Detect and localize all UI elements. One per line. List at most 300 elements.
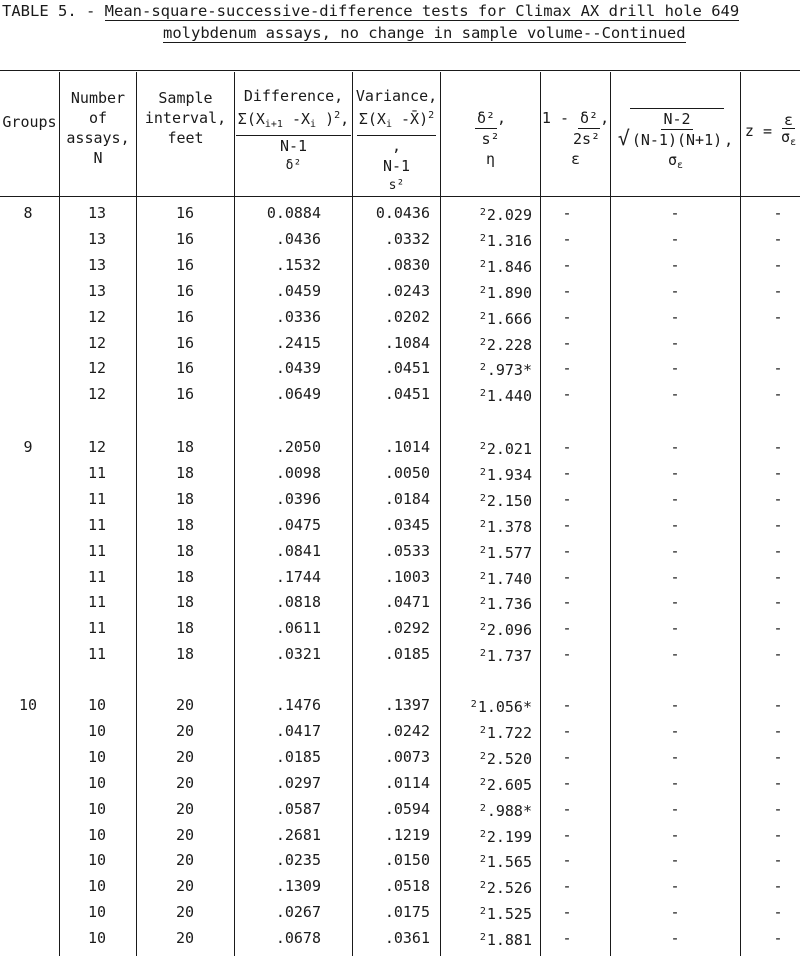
header-var-title: Variance, xyxy=(355,87,438,105)
sigma-numerator: N-2 xyxy=(663,110,691,128)
cell-variance: .0830 xyxy=(384,256,430,274)
cell-assays: 12 xyxy=(87,334,107,352)
cell-interval: 16 xyxy=(175,282,195,300)
cell-eta xyxy=(452,463,532,485)
cell-difference: .0678 xyxy=(275,929,321,947)
cell-variance: .0345 xyxy=(384,516,430,534)
footnote-marker: 2 xyxy=(479,725,486,736)
cell-eta xyxy=(452,255,532,277)
cell-sigma: - xyxy=(670,903,680,921)
cell-assays: 10 xyxy=(87,722,107,740)
cell-eta xyxy=(452,203,532,225)
cell-z: - xyxy=(773,542,783,560)
header-bottom-rule xyxy=(0,196,800,197)
cell-difference: .0297 xyxy=(275,774,321,792)
footnote-marker: 2 xyxy=(479,362,486,373)
cell-z: - xyxy=(773,645,783,663)
cell-z: - xyxy=(773,308,783,326)
eta-value: 1.934 xyxy=(486,466,532,484)
cell-difference: .0267 xyxy=(275,903,321,921)
cell-eta xyxy=(452,773,532,795)
cell-sigma: - xyxy=(670,542,680,560)
cell-sigma: - xyxy=(670,256,680,274)
cell-epsilon: - xyxy=(562,204,572,222)
cell-epsilon: - xyxy=(562,516,572,534)
header-n-line: assays, xyxy=(66,129,130,147)
cell-difference: .0611 xyxy=(275,619,321,637)
cell-epsilon: - xyxy=(562,826,572,844)
header-n-line: Number xyxy=(70,89,126,107)
cell-assays: 10 xyxy=(87,929,107,947)
col-separator xyxy=(136,72,137,956)
cell-variance: .0292 xyxy=(384,619,430,637)
cell-epsilon: - xyxy=(562,800,572,818)
footnote-marker: 2 xyxy=(479,803,486,814)
title-line-2 xyxy=(163,24,686,42)
eta-value: 1.577 xyxy=(486,544,532,562)
footnote-marker: 2 xyxy=(479,932,486,943)
cell-z: - xyxy=(773,826,783,844)
cell-epsilon: - xyxy=(562,645,572,663)
cell-sigma: - xyxy=(670,929,680,947)
cell-z: - xyxy=(773,256,783,274)
cell-assays: 10 xyxy=(87,696,107,714)
cell-assays: 10 xyxy=(87,851,107,869)
eta-value: 1.056* xyxy=(477,698,532,716)
cell-difference: .0587 xyxy=(275,800,321,818)
cell-assays: 11 xyxy=(87,464,107,482)
header-z: z = ε $\sigma_\varepsilon$ xyxy=(744,111,797,148)
cell-z: - xyxy=(773,696,783,714)
cell-variance: .0185 xyxy=(384,645,430,663)
cell-assays: 11 xyxy=(87,619,107,637)
cell-eta xyxy=(452,721,532,743)
cell-eta xyxy=(452,358,532,380)
cell-difference: .1309 xyxy=(275,877,321,895)
cell-interval: 20 xyxy=(175,696,195,714)
cell-sigma: - xyxy=(670,851,680,869)
cell-z: - xyxy=(773,204,783,222)
cell-difference: .0459 xyxy=(275,282,321,300)
header-interval-line: interval, xyxy=(144,109,227,127)
cell-epsilon: - xyxy=(562,438,572,456)
cell-difference: .0818 xyxy=(275,593,321,611)
footnote-marker: 2 xyxy=(479,751,486,762)
header-difference xyxy=(235,86,352,176)
eta-value: .973* xyxy=(486,361,532,379)
cell-interval: 18 xyxy=(175,490,195,508)
cell-difference: .0321 xyxy=(275,645,321,663)
cell-epsilon: - xyxy=(562,308,572,326)
eps-denominator: 2s² xyxy=(572,130,601,148)
cell-interval: 20 xyxy=(175,903,195,921)
cell-interval: 16 xyxy=(175,334,195,352)
eta-value: .988* xyxy=(486,802,532,820)
footnote-marker: 2 xyxy=(479,571,486,582)
cell-sigma: - xyxy=(670,334,680,352)
footnote-marker: 2 xyxy=(479,388,486,399)
cell-epsilon: - xyxy=(562,542,572,560)
cell-sigma: - xyxy=(670,722,680,740)
cell-difference: .1532 xyxy=(275,256,321,274)
cell-eta xyxy=(452,281,532,303)
header-interval-line: feet xyxy=(167,129,204,147)
header-number-of-assays xyxy=(60,88,136,168)
cell-z: - xyxy=(773,230,783,248)
footnote-marker: 2 xyxy=(479,207,486,218)
header-var-numerator: $\Sigma(X_i$ -X̄)$^2$, xyxy=(353,106,440,156)
cell-variance: .1397 xyxy=(384,696,430,714)
cell-assays: 11 xyxy=(87,645,107,663)
header-n-line: of xyxy=(88,109,108,127)
cell-variance: .0202 xyxy=(384,308,430,326)
cell-z: - xyxy=(773,877,783,895)
header-top-rule xyxy=(0,70,800,71)
group-label: 9 xyxy=(23,438,33,456)
cell-eta xyxy=(452,618,532,640)
cell-variance: .1219 xyxy=(384,826,430,844)
cell-z: - xyxy=(773,800,783,818)
cell-assays: 13 xyxy=(87,282,107,300)
col-separator xyxy=(59,72,60,956)
cell-assays: 12 xyxy=(87,385,107,403)
cell-epsilon: - xyxy=(562,929,572,947)
z-numerator: ε xyxy=(784,111,794,129)
cell-eta xyxy=(452,695,532,717)
cell-epsilon: - xyxy=(562,619,572,637)
cell-z: - xyxy=(773,464,783,482)
cell-sigma: - xyxy=(670,568,680,586)
cell-sigma: - xyxy=(670,877,680,895)
eta-value: 1.736 xyxy=(486,595,532,613)
cell-eta xyxy=(452,307,532,329)
eta-value: 1.722 xyxy=(486,724,532,742)
cell-assays: 10 xyxy=(87,774,107,792)
cell-interval: 18 xyxy=(175,438,195,456)
cell-sigma: - xyxy=(670,438,680,456)
cell-z: - xyxy=(773,774,783,792)
cell-difference: .0336 xyxy=(275,308,321,326)
sigma-symbol: σ xyxy=(667,151,677,169)
eta-value: 2.228 xyxy=(486,336,532,354)
eta-value: 1.440 xyxy=(486,387,532,405)
cell-difference: .0436 xyxy=(275,230,321,248)
footnote-marker: 2 xyxy=(479,545,486,556)
header-epsilon: 1 - δ² , 2s² ε xyxy=(541,109,610,168)
footnote-marker: 2 xyxy=(479,596,486,607)
title-text-2: molybdenum assays, no change in sample volume--Continued xyxy=(163,24,686,42)
cell-interval: 16 xyxy=(175,385,195,403)
cell-variance: .0361 xyxy=(384,929,430,947)
cell-z: - xyxy=(773,722,783,740)
footnote-marker: 2 xyxy=(470,699,477,710)
group-label: 10 xyxy=(18,696,38,714)
cell-difference: .0841 xyxy=(275,542,321,560)
cell-assays: 10 xyxy=(87,826,107,844)
cell-variance: .0184 xyxy=(384,490,430,508)
cell-sigma: - xyxy=(670,593,680,611)
cell-variance: .0114 xyxy=(384,774,430,792)
cell-eta xyxy=(452,567,532,589)
header-diff-numerator: $\Sigma(X_{i+1}$ $-X_i$ )$^2$, xyxy=(235,106,352,136)
cell-difference: .0235 xyxy=(275,851,321,869)
title-text-1: Mean-square-successive-difference tests for Climax AX drill hole 649 xyxy=(104,2,740,20)
cell-eta xyxy=(452,437,532,459)
cell-sigma: - xyxy=(670,230,680,248)
cell-difference: .0098 xyxy=(275,464,321,482)
cell-epsilon: - xyxy=(562,748,572,766)
cell-z: - xyxy=(773,748,783,766)
header-interval-line: Sample xyxy=(158,89,213,107)
footnote-marker: 2 xyxy=(479,285,486,296)
cell-interval: 18 xyxy=(175,645,195,663)
cell-interval: 20 xyxy=(175,877,195,895)
cell-difference: .0185 xyxy=(275,748,321,766)
header-diff-symbol: δ² xyxy=(285,158,302,173)
cell-sigma: - xyxy=(670,359,680,377)
cell-variance: .0594 xyxy=(384,800,430,818)
cell-interval: 20 xyxy=(175,851,195,869)
cell-interval: 16 xyxy=(175,256,195,274)
eps-expr: 1 - xyxy=(541,109,569,127)
cell-epsilon: - xyxy=(562,256,572,274)
cell-z: - xyxy=(773,619,783,637)
cell-epsilon: - xyxy=(562,490,572,508)
cell-difference: .0475 xyxy=(275,516,321,534)
eta-value: 1.316 xyxy=(486,232,532,250)
eta-value: 1.881 xyxy=(486,931,532,949)
cell-difference: .0396 xyxy=(275,490,321,508)
eta-value: 1.666 xyxy=(486,310,532,328)
cell-z: - xyxy=(773,438,783,456)
cell-assays: 11 xyxy=(87,542,107,560)
cell-variance: .0050 xyxy=(384,464,430,482)
header-groups: Groups xyxy=(2,113,57,131)
cell-sigma: - xyxy=(670,282,680,300)
cell-difference: .2415 xyxy=(275,334,321,352)
cell-assays: 13 xyxy=(87,204,107,222)
cell-variance: .0150 xyxy=(384,851,430,869)
cell-eta xyxy=(452,592,532,614)
cell-variance: .0332 xyxy=(384,230,430,248)
eta-value: 2.021 xyxy=(486,440,532,458)
col-separator xyxy=(540,72,541,956)
cell-epsilon: - xyxy=(562,568,572,586)
header-n-line: N xyxy=(93,149,103,167)
cell-interval: 18 xyxy=(175,464,195,482)
cell-eta xyxy=(452,541,532,563)
cell-epsilon: - xyxy=(562,593,572,611)
footnote-marker: 2 xyxy=(479,854,486,865)
eta-value: 2.605 xyxy=(486,776,532,794)
z-expr: z = xyxy=(744,122,772,140)
diff-num-text: Σ(X xyxy=(237,110,265,128)
col-separator xyxy=(440,72,441,956)
cell-interval: 18 xyxy=(175,542,195,560)
cell-interval: 18 xyxy=(175,593,195,611)
cell-interval: 18 xyxy=(175,568,195,586)
eta-value: 2.526 xyxy=(486,879,532,897)
cell-assays: 12 xyxy=(87,438,107,456)
cell-variance: .0073 xyxy=(384,748,430,766)
cell-interval: 18 xyxy=(175,619,195,637)
cell-z: - xyxy=(773,568,783,586)
footnote-marker: 2 xyxy=(479,648,486,659)
cell-assays: 11 xyxy=(87,490,107,508)
footnote-marker: 2 xyxy=(479,467,486,478)
cell-eta xyxy=(452,850,532,872)
cell-assays: 11 xyxy=(87,516,107,534)
cell-assays: 10 xyxy=(87,903,107,921)
cell-variance: .1084 xyxy=(384,334,430,352)
header-diff-denominator: N-1 xyxy=(279,137,308,155)
cell-sigma: - xyxy=(670,204,680,222)
footnote-marker: 2 xyxy=(479,519,486,530)
cell-sigma: - xyxy=(670,490,680,508)
cell-interval: 20 xyxy=(175,800,195,818)
cell-epsilon: - xyxy=(562,385,572,403)
cell-interval: 20 xyxy=(175,929,195,947)
cell-variance: .0242 xyxy=(384,722,430,740)
cell-z: - xyxy=(773,851,783,869)
cell-eta xyxy=(452,747,532,769)
cell-difference: 0.0884 xyxy=(266,204,321,222)
cell-z: - xyxy=(773,359,783,377)
cell-z: - xyxy=(773,490,783,508)
cell-epsilon: - xyxy=(562,696,572,714)
title-line-1 xyxy=(2,2,739,20)
eta-value: 1.737 xyxy=(486,647,532,665)
cell-variance: .0518 xyxy=(384,877,430,895)
cell-interval: 18 xyxy=(175,516,195,534)
col-separator xyxy=(610,72,611,956)
cell-variance: .0175 xyxy=(384,903,430,921)
cell-sigma: - xyxy=(670,774,680,792)
cell-difference: .0649 xyxy=(275,385,321,403)
cell-assays: 10 xyxy=(87,800,107,818)
eta-value: 1.565 xyxy=(486,853,532,871)
cell-interval: 20 xyxy=(175,722,195,740)
footnote-marker: 2 xyxy=(479,880,486,891)
cell-sigma: - xyxy=(670,308,680,326)
cell-epsilon: - xyxy=(562,851,572,869)
cell-epsilon: - xyxy=(562,464,572,482)
cell-difference: .1476 xyxy=(275,696,321,714)
cell-z: - xyxy=(773,903,783,921)
cell-epsilon: - xyxy=(562,334,572,352)
footnote-marker: 2 xyxy=(479,829,486,840)
cell-eta xyxy=(452,384,532,406)
eta-value: 1.890 xyxy=(486,284,532,302)
footnote-marker: 2 xyxy=(479,441,486,452)
cell-z: - xyxy=(773,929,783,947)
cell-eta xyxy=(452,229,532,251)
eta-value: 2.199 xyxy=(486,828,532,846)
cell-epsilon: - xyxy=(562,722,572,740)
var-num-text: Σ(X xyxy=(358,110,386,128)
cell-z: - xyxy=(773,593,783,611)
footnote-marker: 2 xyxy=(479,337,486,348)
cell-variance: 0.0436 xyxy=(375,204,430,222)
cell-variance: .0533 xyxy=(384,542,430,560)
eta-value: 1.525 xyxy=(486,905,532,923)
eta-value: 1.378 xyxy=(486,518,532,536)
cell-epsilon: - xyxy=(562,877,572,895)
group-label: 8 xyxy=(23,204,33,222)
header-variance xyxy=(353,86,440,196)
cell-interval: 16 xyxy=(175,204,195,222)
cell-interval: 20 xyxy=(175,774,195,792)
col-separator xyxy=(740,72,741,956)
sigma-denominator: (N-1)(N+1) xyxy=(631,131,723,149)
cell-assays: 12 xyxy=(87,308,107,326)
cell-sigma: - xyxy=(670,645,680,663)
header-var-denominator: N-1 xyxy=(382,157,411,175)
eta-denominator: s² xyxy=(481,130,500,148)
cell-interval: 20 xyxy=(175,826,195,844)
cell-interval: 16 xyxy=(175,230,195,248)
eta-numerator: δ² xyxy=(476,109,496,127)
cell-z: - xyxy=(773,516,783,534)
cell-assays: 10 xyxy=(87,877,107,895)
cell-assays: 10 xyxy=(87,748,107,766)
z-denominator: σ xyxy=(781,128,791,146)
cell-interval: 16 xyxy=(175,359,195,377)
cell-difference: .0439 xyxy=(275,359,321,377)
footnote-marker: 2 xyxy=(479,777,486,788)
header-sigma-epsilon xyxy=(611,108,740,176)
cell-assays: 12 xyxy=(87,359,107,377)
cell-interval: 20 xyxy=(175,748,195,766)
cell-eta xyxy=(452,825,532,847)
cell-epsilon: - xyxy=(562,230,572,248)
cell-difference: .2050 xyxy=(275,438,321,456)
eta-value: 1.846 xyxy=(486,258,532,276)
cell-sigma: - xyxy=(670,619,680,637)
header-sample-interval xyxy=(137,88,234,148)
cell-variance: .0471 xyxy=(384,593,430,611)
cell-sigma: - xyxy=(670,696,680,714)
eps-symbol: ε xyxy=(570,150,581,168)
footnote-marker: 2 xyxy=(479,906,486,917)
cell-epsilon: - xyxy=(562,359,572,377)
cell-variance: .0451 xyxy=(384,385,430,403)
cell-eta xyxy=(452,799,532,821)
footnote-marker: 2 xyxy=(479,259,486,270)
cell-variance: .1014 xyxy=(384,438,430,456)
cell-eta xyxy=(452,902,532,924)
eta-value: 2.096 xyxy=(486,621,532,639)
cell-difference: .1744 xyxy=(275,568,321,586)
eta-value: 2.029 xyxy=(486,206,532,224)
cell-sigma: - xyxy=(670,748,680,766)
cell-variance: .0243 xyxy=(384,282,430,300)
footnote-marker: 2 xyxy=(479,622,486,633)
cell-assays: 13 xyxy=(87,230,107,248)
cell-eta xyxy=(452,333,532,355)
cell-epsilon: - xyxy=(562,774,572,792)
eta-value: 1.740 xyxy=(486,570,532,588)
cell-eta xyxy=(452,644,532,666)
cell-assays: 11 xyxy=(87,593,107,611)
cell-eta xyxy=(452,928,532,950)
eta-value: 2.150 xyxy=(486,492,532,510)
cell-sigma: - xyxy=(670,464,680,482)
cell-variance: .0451 xyxy=(384,359,430,377)
footnote-marker: 2 xyxy=(479,233,486,244)
sigma-symbol-line: $\sigma_\varepsilon$ xyxy=(667,151,684,171)
eps-numerator: δ² xyxy=(580,109,599,127)
